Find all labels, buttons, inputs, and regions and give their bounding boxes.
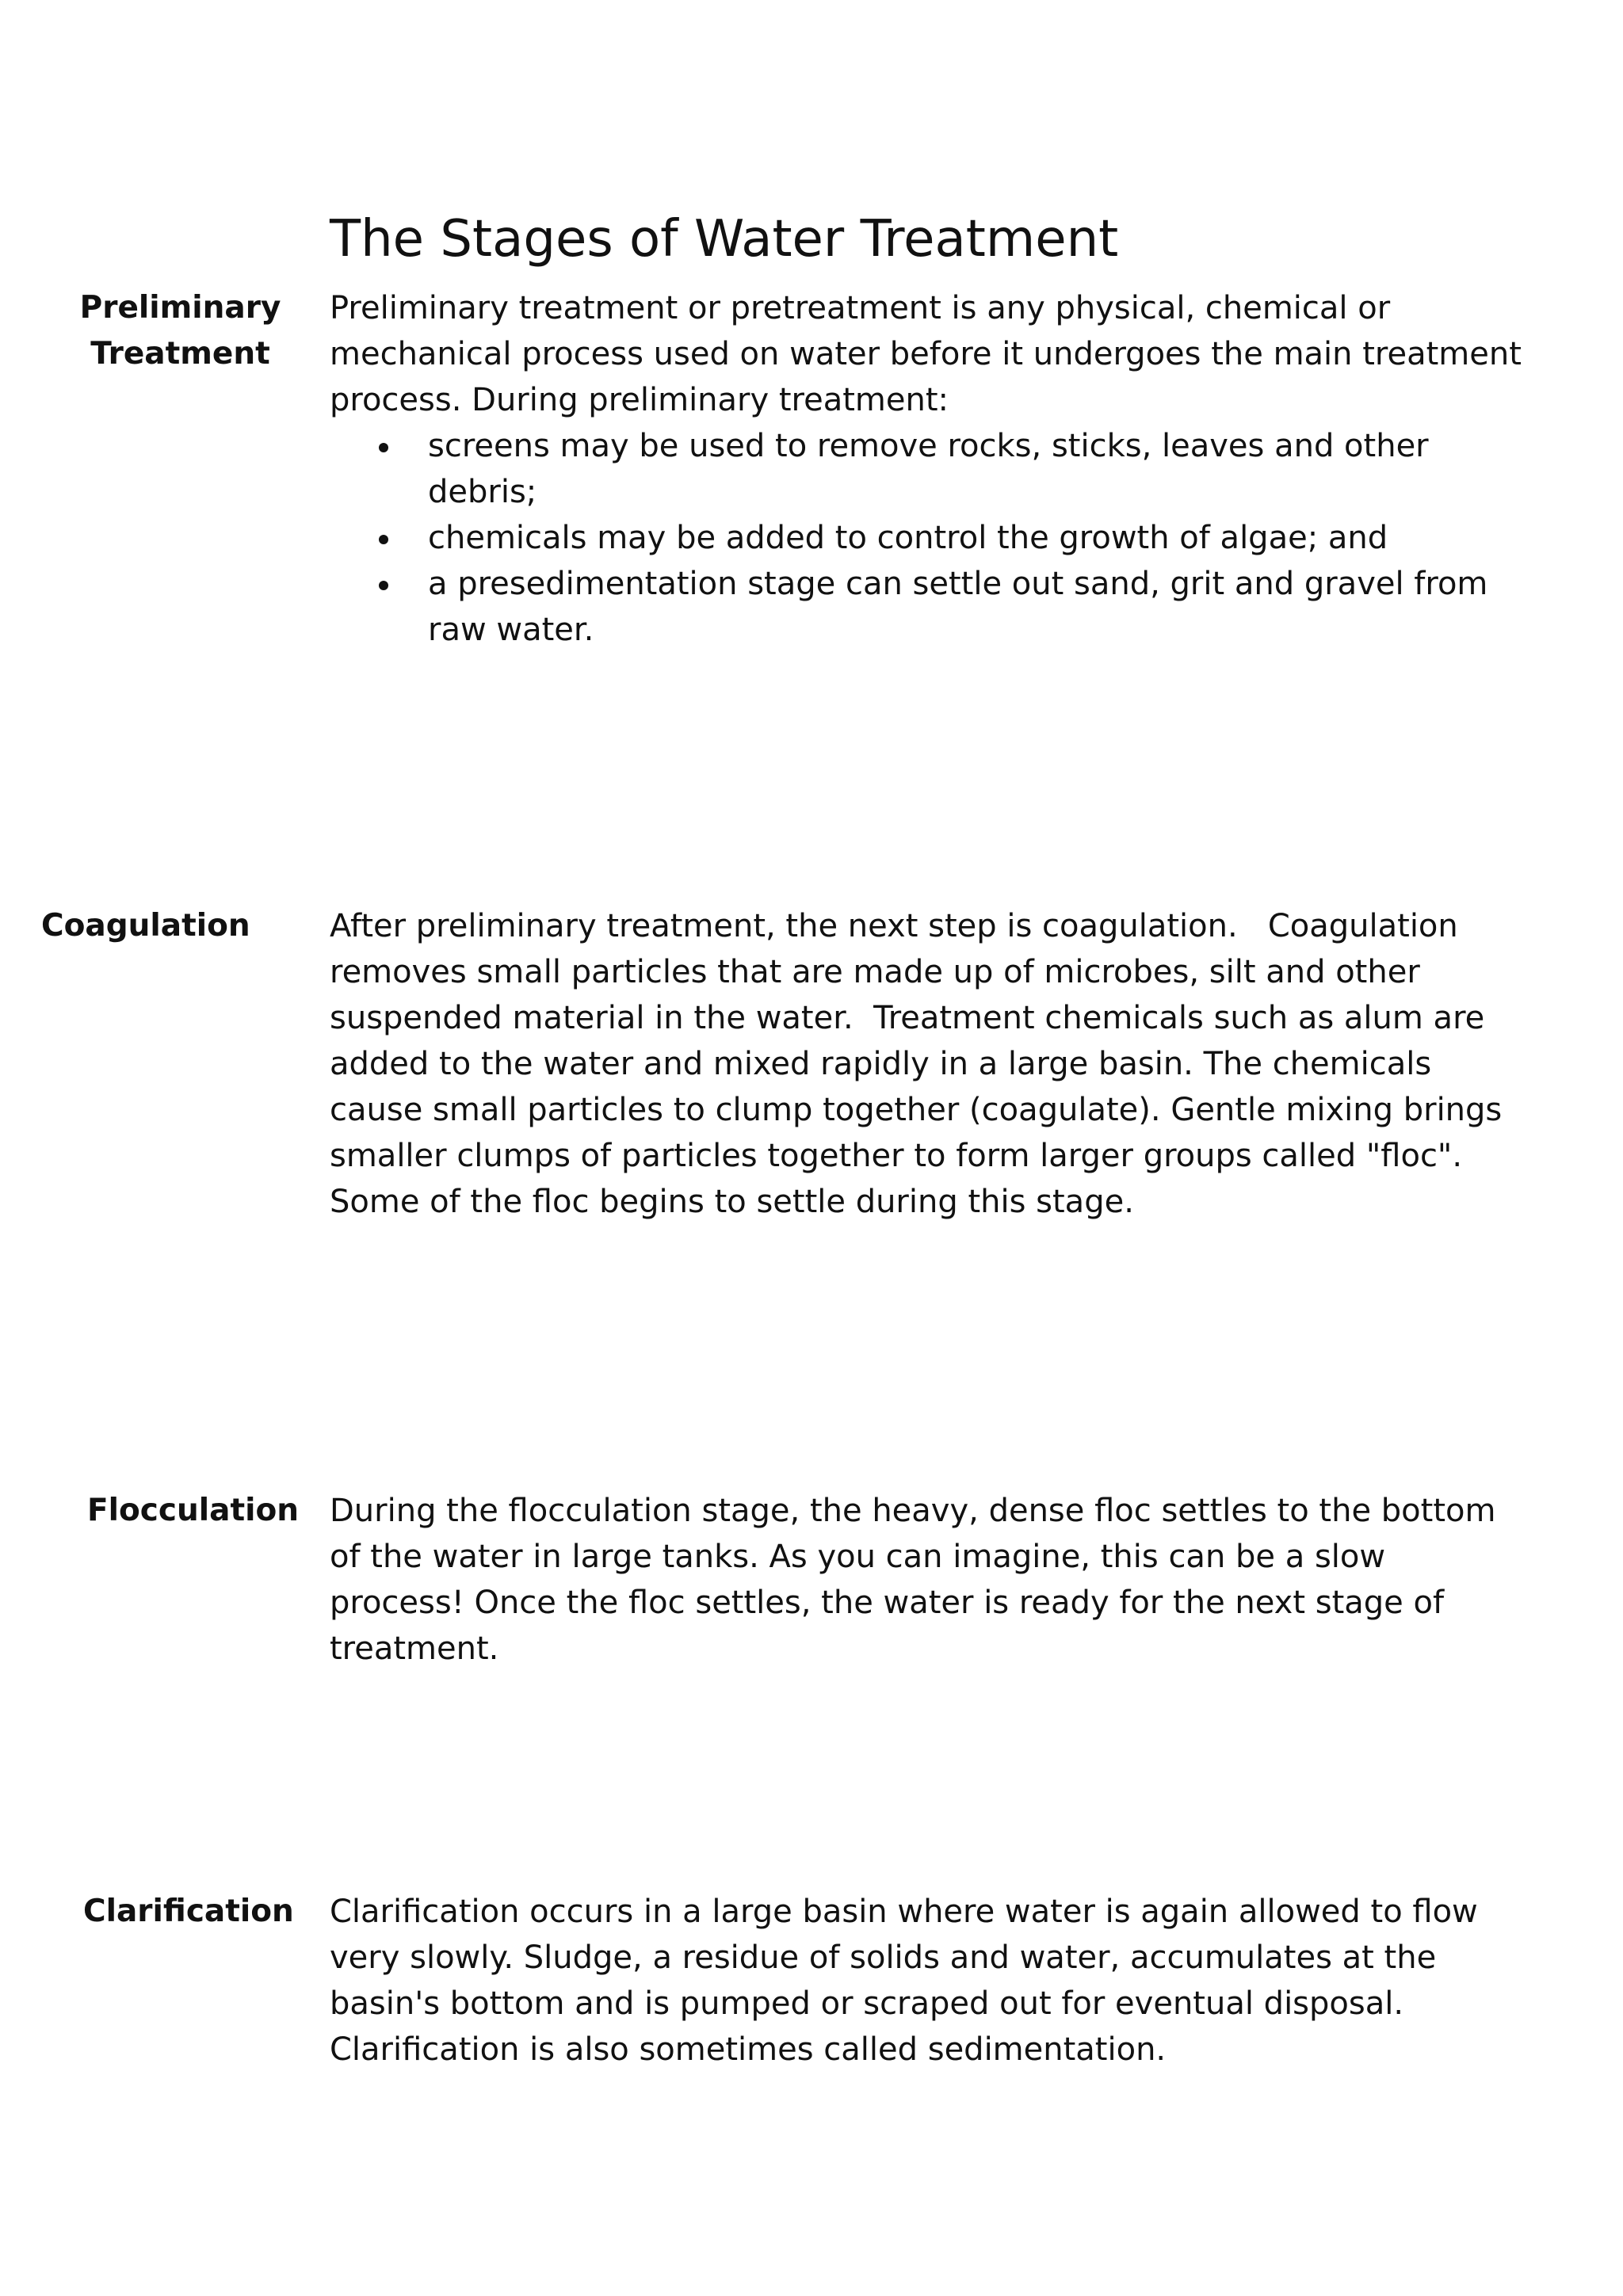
bullet-icon <box>379 581 388 590</box>
paragraph: Clarification occurs in a large basin where water is again allowed to flow very slowly. Sludge, a residue of solids and water, accumulates at the basin's bottom and is pumped or scraped out for eventual disposal. Clarification is also sometimes called sedimentation. <box>330 1894 1478 2068</box>
section-body-preliminary-treatment <box>330 285 1528 653</box>
list-item <box>428 515 1528 561</box>
list-item <box>428 423 1528 515</box>
section-body-clarification <box>330 1889 1528 2073</box>
list-item-text: chemicals may be added to control the growth of algae; and <box>428 520 1388 556</box>
section-label-line: Preliminary <box>79 290 281 326</box>
section-body-flocculation <box>330 1488 1528 1672</box>
paragraph: Preliminary treatment or pretreatment is any physical, chemical or mechanical process used on water before it undergoes the main treatment process. During preliminary treatment: <box>330 290 1522 418</box>
list-item-text: screens may be used to remove rocks, sticks, leaves and other debris; <box>428 428 1429 510</box>
section-label-flocculation: Flocculation <box>87 1493 300 1528</box>
bullet-icon <box>379 535 388 544</box>
bullet-list <box>330 423 1528 653</box>
bullet-icon <box>379 443 388 452</box>
list-item-text: a presedimentation stage can settle out sand, grit and gravel from raw water. <box>428 566 1488 648</box>
section-label-clarification: Clarification <box>83 1894 294 1929</box>
page-title: The Stages of Water Treatment <box>330 210 1119 269</box>
section-label-line: Treatment <box>90 336 270 372</box>
section-label-preliminary-treatment <box>75 285 285 377</box>
section-body-coagulation <box>330 903 1528 1225</box>
paragraph: During the flocculation stage, the heavy, dense floc settles to the bottom of the water in large tanks. As you can imagine, this can be a slow process! Once the floc settles, the water is ready for the next stage of treatment. <box>330 1493 1496 1667</box>
list-item <box>428 561 1528 653</box>
section-label-coagulation: Coagulation <box>41 908 250 944</box>
paragraph: After preliminary treatment, the next step is coagulation. Coagulation removes small particles that are made up of microbes, silt and other suspended material in the water. Treatment chemicals such as alum are added to the water and mixed rapidly in a large basin. The chemicals cause small particles to clump together (coagulate). Gentle mixing brings smaller clumps of particles together to form larger groups called "floc". Some of the floc begins to settle during this stage. <box>330 908 1512 1220</box>
